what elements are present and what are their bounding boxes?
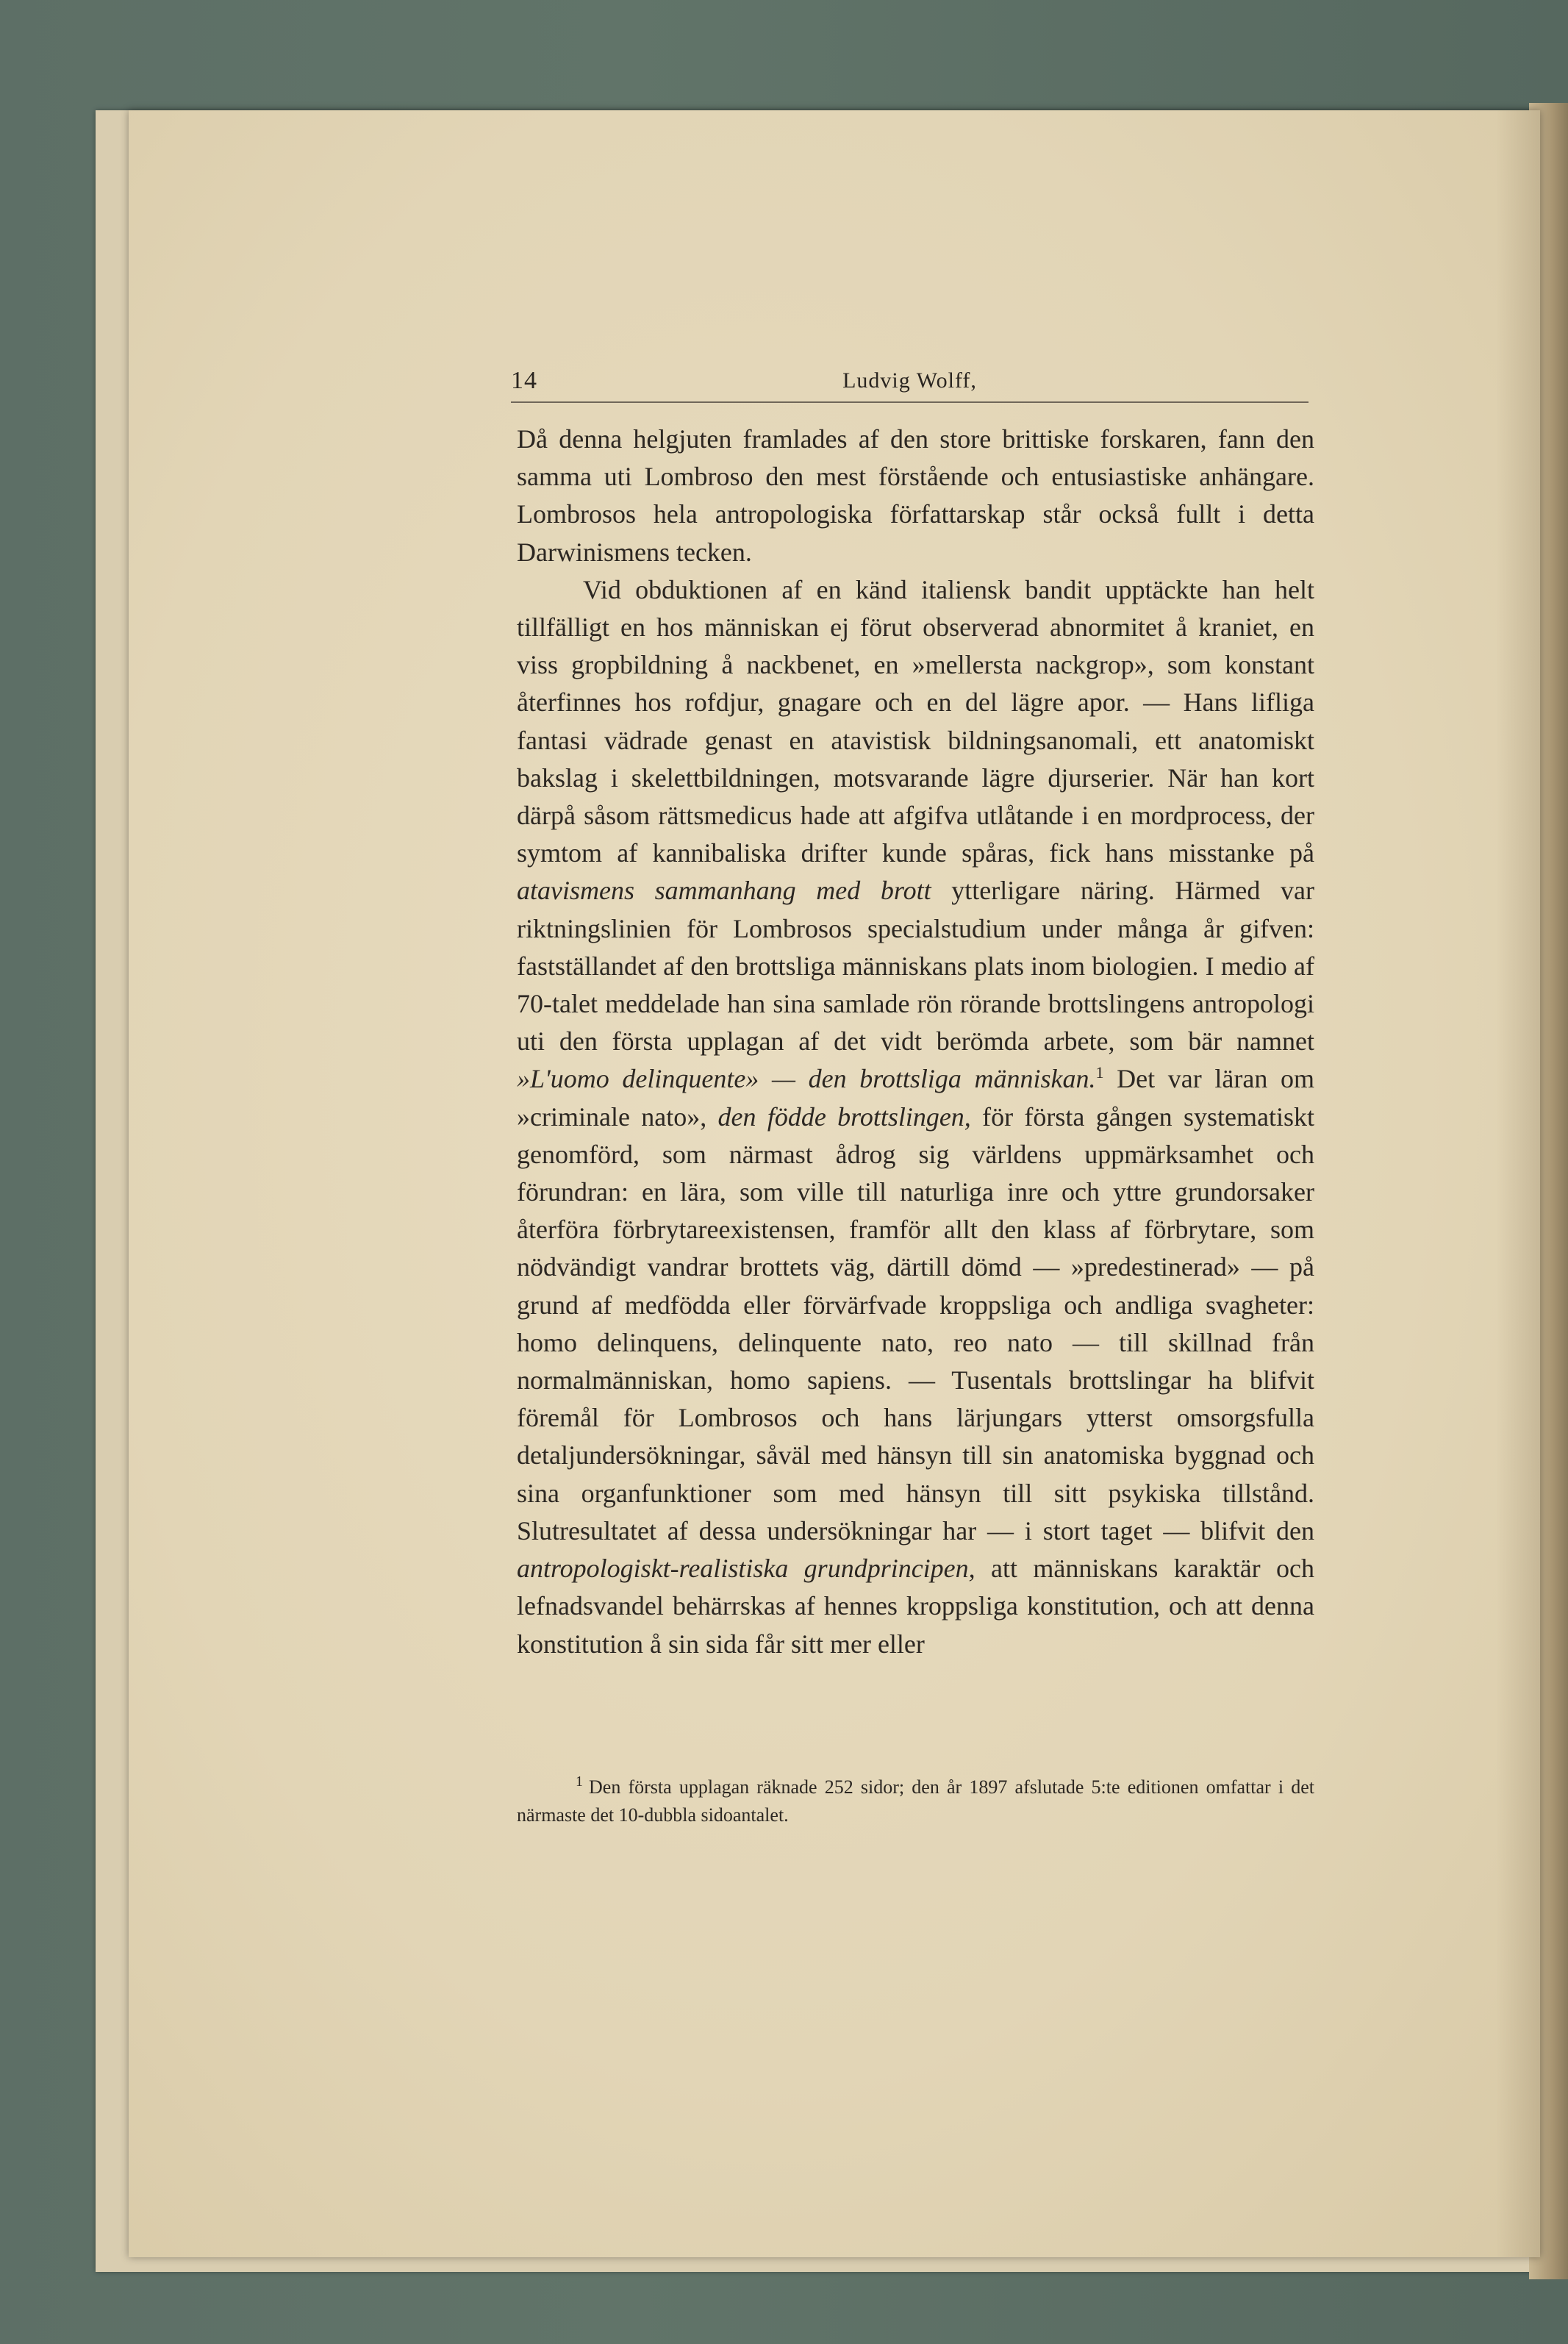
running-head: Ludvig Wolff, (842, 368, 977, 393)
italic-run: atavismens sammanhang med brott (517, 876, 931, 906)
text-run: Det var läran om »criminale nato», (517, 1064, 1314, 1132)
page-number: 14 (511, 367, 537, 394)
body-text (517, 421, 1314, 1663)
italic-run: den födde brottslingen, (717, 1101, 971, 1132)
text-run: för första gången systematiskt genomförd, som närmast ådrog sig världens uppmärksamhet och förundran: en lära, som ville till naturliga inre och yttre grundorsaker återföra förbrytareexistensen, framför allt den klass af förbrytare, som nödvändigt vandrar brottets väg, därtill dömd — »predestinerad» — på grund af medfödda eller förvärfvade kroppsliga och andliga svagheter: homo delinquens, delinquente nato, reo nato — till skillnad från normalmänniskan, homo sapiens. — Tusentals brottslingar ha blifvit föremål för Lombrosos och hans lärjungars ytterst omsorgsfulla detaljundersökningar, såväl med hänsyn till sin anatomiska byggnad och sina organfunktioner som med hänsyn till sitt psykiska tillstånd. Slutresultatet af dessa undersökningar har — i stort taget — blifvit den (517, 1101, 1314, 1546)
footnote-mark: 1 (576, 1773, 583, 1790)
footnote-reference: 1 (1095, 1063, 1104, 1082)
italic-run: »L'uomo delinquente» — den brottsliga människan. (517, 1064, 1096, 1094)
footnote (517, 1773, 1314, 1829)
header-rule (511, 401, 1309, 403)
page-header (511, 364, 1309, 402)
footnote-text: Den första upplagan räknade 252 sidor; den år 1897 afslutade 5:te editionen omfattar i det närmaste det 10-dubbla sidoantalet. (517, 1776, 1314, 1826)
paragraph-1: Då denna helgjuten framlades af den store brittiske forskaren, fann den samma uti Lombroso den mest förstående och entusiastiske anhängare. Lombrosos hela antropologiska författarskap står också fullt i detta Darwinismens tecken. (517, 424, 1314, 567)
text-run: att människans karaktär och lefnadsvandel behärrskas af hennes kroppsliga konstitution, och att denna konstitution å sin sida får sitt mer eller (517, 1554, 1315, 1659)
text-run: Vid obduktionen af en känd italiensk bandit upptäckte han helt tillfälligt en hos människan ej förut observerad abnormitet å kraniet, en viss gropbildning å nackbenet, en »mellersta nackgrop», som konstant återfinnes hos rofdjur, gnagare och en del lägre apor. — Hans lifliga fantasi vädrade genast en atavistisk bildningsanomali, ett anatomiskt bakslag i skelettbildningen, motsvarande lägre djurserier. När han kort därpå såsom rättsmedicus hade att afgifva utlåtande i en mordprocess, der symtom af kannibaliska drifter kunde spåras, fick hans misstanke på (517, 574, 1314, 868)
italic-run: antropologiskt-realistiska grundprincipen, (517, 1554, 975, 1584)
paragraph-2 (517, 571, 1314, 1663)
text-run: ytterligare näring. Härmed var riktningslinien för Lombrosos specialstudium under många år gifven: fastställandet af den brottsliga människans plats inom biologien. I medio af 70-talet meddelade han sina samlade rön rörande brottslingens antropologi uti den första upplagan af det vidt berömda arbete, som bär namnet (517, 876, 1314, 1057)
